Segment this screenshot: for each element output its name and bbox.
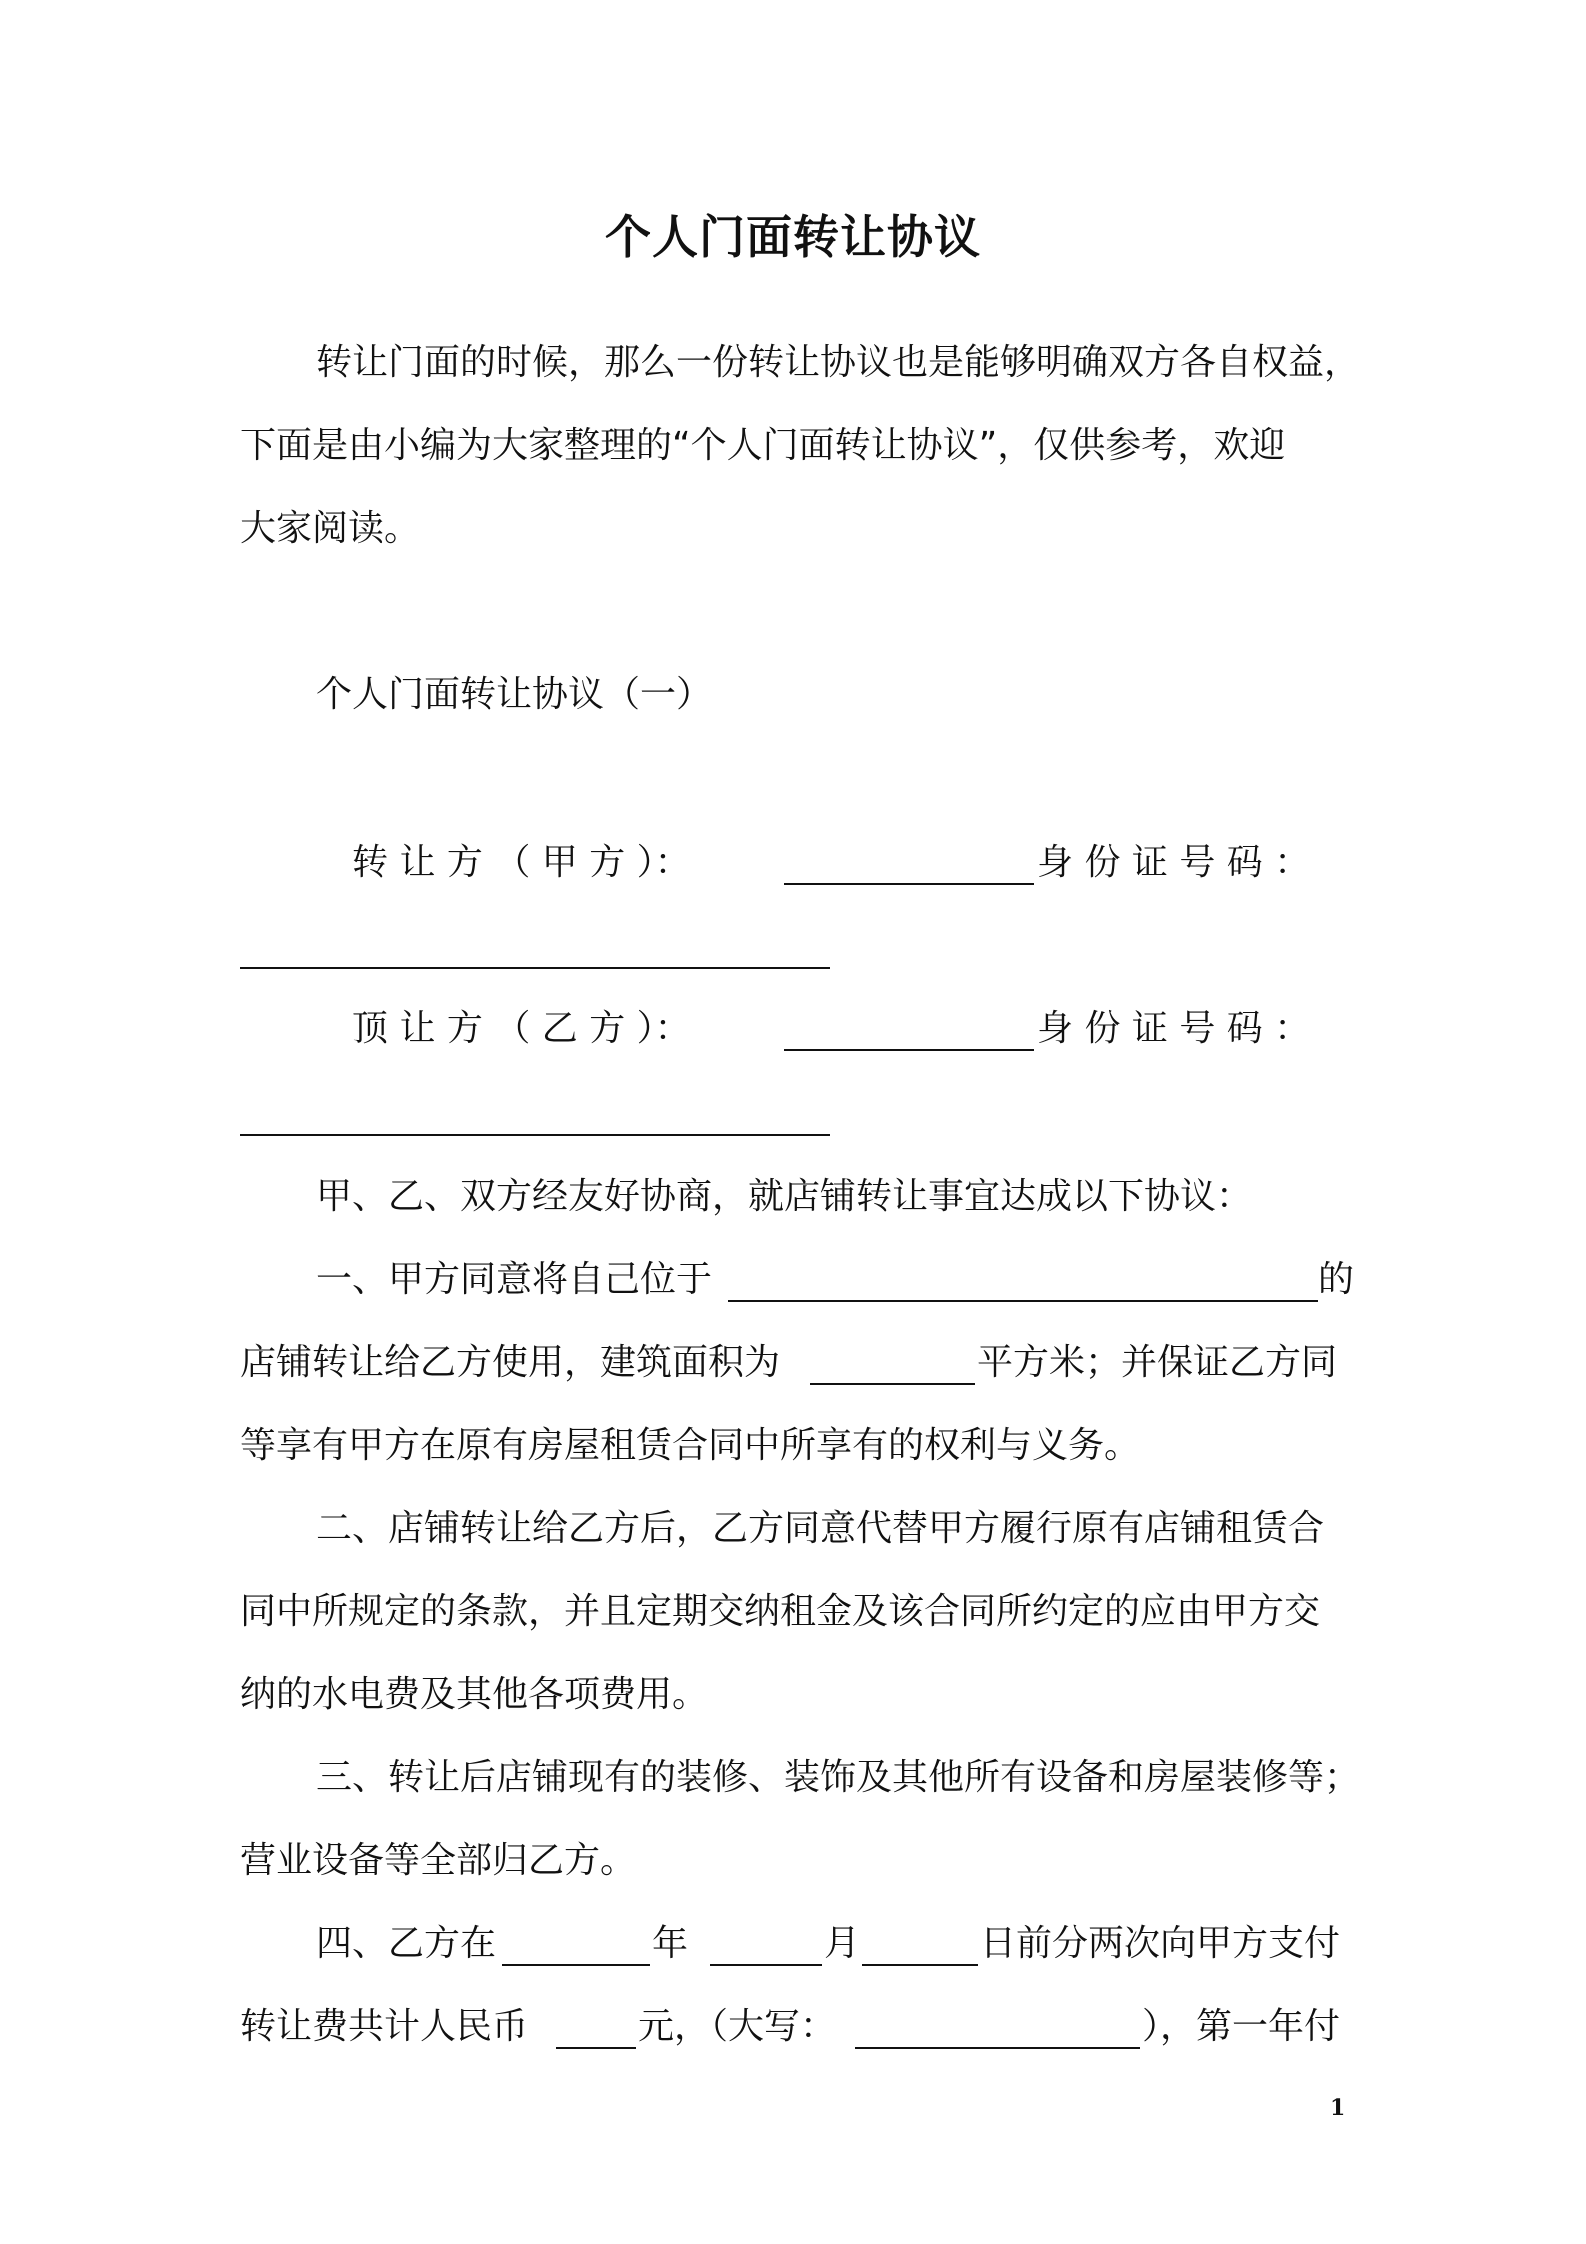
intro-line-2: 下面是由小编为大家整理的“个人门面转让协议”，仅供参考，欢迎 [240,425,1286,466]
clause-4-month: 月 [824,1923,861,1964]
day-blank[interactable] [862,1962,978,1966]
area-blank[interactable] [810,1381,975,1385]
party-a-id-label: 身 份 证 号 码 ： [1037,842,1311,883]
clause-1-part-2: 的 [1318,1259,1355,1300]
clause-4-part-2: 日前分两次向甲方支付 [980,1923,1341,1964]
section-heading: 个人门面转让协议（一） [316,674,713,715]
party-b-id-label: 身 份 证 号 码 ： [1037,1008,1311,1049]
clause-4-part-5: ），第一年付 [1142,2006,1341,2047]
amount-blank[interactable] [556,2045,636,2049]
party-b-id-blank[interactable] [240,1132,830,1136]
clause-4-part-4: 元，（大写： [638,2006,837,2047]
shop-address-blank[interactable] [728,1298,1318,1302]
intro-line-1: 转让门面的时候，那么一份转让协议也是能够明确双方各自权益， [316,342,1361,383]
clause-4-part-1: 四、乙方在 [316,1923,497,1964]
clause-3-line-2: 营业设备等全部归乙方。 [240,1840,637,1881]
document-title: 个人门面转让协议 [605,210,981,264]
clause-2-line-3: 纳的水电费及其他各项费用。 [240,1674,709,1715]
party-a-id-blank[interactable] [240,965,830,969]
clause-2-line-1: 二、店铺转让给乙方后，乙方同意代替甲方履行原有店铺租赁合 [316,1508,1325,1549]
month-blank[interactable] [710,1962,822,1966]
agreement-intro: 甲、乙、双方经友好协商，就店铺转让事宜达成以下协议： [316,1176,1253,1217]
clause-1-part-1: 一、甲方同意将自己位于 [316,1259,713,1300]
party-b-name-blank[interactable] [784,1047,1034,1051]
clause-4-part-3: 转让费共计人民币 [240,2006,529,2047]
intro-line-3: 大家阅读。 [240,508,421,549]
clause-1-part-3: 店铺转让给乙方使用，建筑面积为 [240,1342,781,1383]
page-number: 1 [1330,2095,1346,2121]
year-blank[interactable] [502,1962,650,1966]
party-a-name-blank[interactable] [784,881,1034,885]
party-a-label: 转 让 方 （ 甲 方 ）： [352,842,691,883]
clause-3-line-1: 三、转让后店铺现有的装修、装饰及其他所有设备和房屋装修等； [316,1757,1361,1798]
amount-words-blank[interactable] [855,2045,1140,2049]
clause-1-part-4: 平方米；并保证乙方同 [977,1342,1338,1383]
party-b-label: 顶 让 方 （ 乙 方 ）： [352,1008,691,1049]
clause-1-part-5: 等享有甲方在原有房屋租赁合同中所享有的权利与义务。 [240,1425,1141,1466]
clause-2-line-2: 同中所规定的条款，并且定期交纳租金及该合同所约定的应由甲方交 [240,1591,1321,1632]
clause-4-year: 年 [652,1923,689,1964]
